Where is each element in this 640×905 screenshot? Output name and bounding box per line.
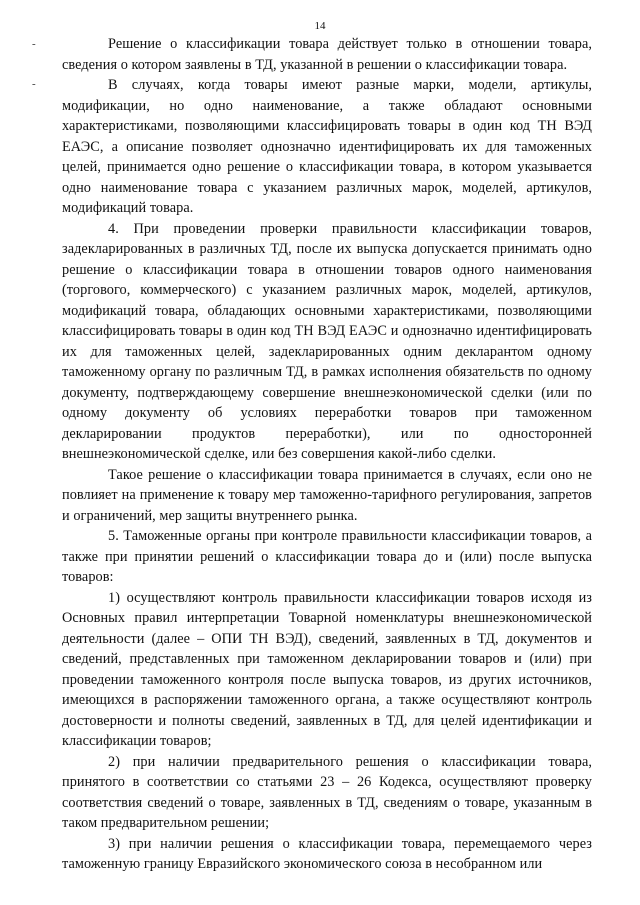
paragraph: 5. Таможенные органы при контроле правильности классификации товаров, а также при принятии решений о классификации товара до и (или) после выпуска товаров: [62, 528, 592, 585]
paragraph: 2) при наличии предварительного решения о классификации товара, принятого в соответствии со статьями 23 – 26 Кодекса, осуществляют проверку соответствия сведений о товаре, заявленных в ТД, сведениям о товаре, указанным в таком предварительном решении; [62, 753, 592, 831]
paragraph: 1) осуществляют контроль правильности классификации товаров исходя из Основных правил интерпретации Товарной номенклатуры внешнеэкономической деятельности (далее – ОПИ ТН ВЭД), сведений, заявленных в ТД, документов и сведений, представленных при таможенном декларировании товаров и (или) при проведении таможенного контроля после выпуска товаров, из других источников, имеющихся в распоряжении таможенного органа, а также осуществляют контроль достоверности и полноты сведений, заявленных в ТД, для целей идентификации и классификации товаров; [62, 589, 592, 749]
paragraph: 4. При проведении проверки правильности классификации товаров, задекларированных в различных ТД, после их выпуска допускается принимать одно решение о классификации товара в отношении товаров одного наименования (торгового, коммерческого) с указанием различных марок, моделей, артикулов, модификаций товара, обладающих основными характеристиками, позволяющими классифицировать товары в один код ТН ВЭД ЕАЭС и однозначно идентифицировать их для таможенных целей, задекларированных одним декларантом одному таможенному органу по различным ТД, в рамках исполнения обязательств по одному документу, подтверждающему совершение внешнеэкономической сделки (или по одному документу об условиях переработки товаров при таможенном декларировании продуктов переработки), или по односторонней внешнеэкономической сделке, или без совершения какой-либо сделки. [62, 220, 592, 462]
margin-mark: - [32, 78, 36, 90]
paragraph: 3) при наличии решения о классификации товара, перемещаемого через таможенную границу Евразийского экономического союза в несобранном или [62, 835, 592, 872]
margin-mark: - [32, 38, 36, 50]
paragraph: Такое решение о классификации товара принимается в случаях, если оно не повлияет на применение к товару мер таможенно-тарифного регулирования, запретов и ограничений, мер защиты внутреннего рынка. [62, 466, 592, 524]
page-number: 14 [314, 20, 326, 32]
paragraph: В случаях, когда товары имеют разные марки, модели, артикулы, модификации, но одно наименование, а также обладают основными характеристиками, позволяющими классифицировать товары в один код ТН ВЭД ЕАЭС, а описание позволяет однозначно идентифицировать их для таможенных целей, принимается одно решение о классификации товара, в котором указывается одно наименование товара с указанием различных марок, моделей, артикулов, модификаций товара. [62, 77, 592, 216]
document-body [62, 34, 592, 875]
paragraph: Решение о классификации товара действует только в отношении товара, сведения о котором заявлены в ТД, указанной в решении о классификации товара. [62, 36, 592, 73]
